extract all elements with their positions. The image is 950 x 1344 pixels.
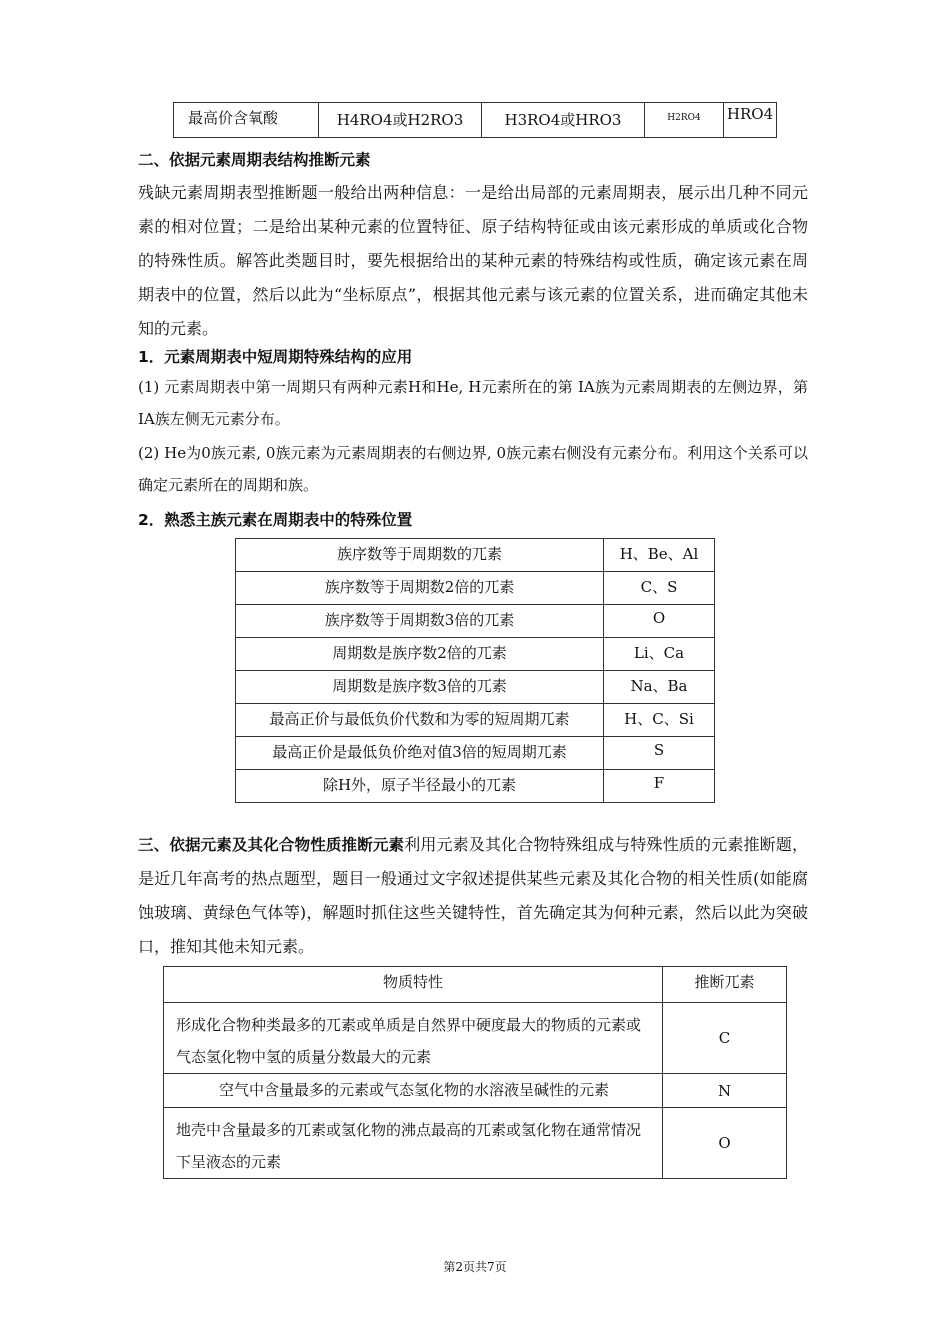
table-cell: 形成化合物种类最多的兀素或单质是自然界中硬度最大的物质的元素或气态氢化物中氢的质量分数最大的元素 — [164, 1003, 663, 1074]
table-header-cell: 推断兀素 — [663, 967, 787, 1003]
table-row — [236, 638, 715, 671]
list-item: (2) He为0族元素, 0族元素为元素周期表的右侧边界, 0族元素右侧没有元素分布。利用这个关系可以确定元素所在的周期和族。 — [138, 444, 808, 494]
table-cell: 周期数是族序数3倍的兀素 — [236, 671, 604, 704]
table-cell: S — [604, 737, 715, 770]
table-cell: Na、Ba — [604, 671, 715, 704]
paragraph: 残缺元素周期表型推断题一般给出两种信息：一是给出局部的元素周期表，展示出几种不同元素的相对位置；二是给出某种元素的位置特征、原子结构特征或由该元素形成的单质或化合物的特殊性质。解答此类题目时，要先根据给出的某种元素的特殊结构或性质，确定该元素在周期表中的位置，然后以此为“坐标原点”，根据其他元素与该元素的位置关系，进而确定其他未知的元素。 — [138, 183, 808, 338]
table-cell: H、C、Si — [604, 704, 715, 737]
table-header-cell: 物质特性 — [164, 967, 663, 1003]
table-cell: C、S — [604, 572, 715, 605]
paragraph: 利用元素及其化合物特殊组成与特殊性质的元素推断题，是近几年高考的热点题型，题目一般通过文字叙述提供某些元素及其化合物的相关性质(如能腐蚀玻璃、黄绿色气体等)，解题时抓住这些关键特性，首先确定其为何种元素，然后以此为突破口，推知其他未知元素。 — [138, 835, 808, 956]
table-cell: Li、Ca — [604, 638, 715, 671]
property-table — [163, 966, 787, 1179]
section-heading: 三、依据元素及其化合物性质推断元素 — [138, 836, 405, 854]
top-table-label: 最高价含氧酸 — [174, 103, 319, 138]
table-cell: 族序数等于周期数2倍的兀素 — [236, 572, 604, 605]
page-footer: 第2页共7页 — [443, 1260, 507, 1274]
table-row — [236, 704, 715, 737]
table-row — [164, 1108, 787, 1179]
top-acid-table — [173, 102, 777, 138]
subsection-heading: 1．元素周期表中短周期特殊结构的应用 — [138, 348, 413, 366]
table-row — [164, 1074, 787, 1108]
top-table-cell: H2RO4 — [645, 103, 724, 138]
top-table-cell: HRO4 — [724, 103, 777, 138]
table-cell: 空气中含量最多的元素或气态氢化物的水溶液呈碱性的元素 — [164, 1074, 663, 1108]
table-row — [236, 605, 715, 638]
table-row — [236, 737, 715, 770]
table-cell: 族序数等于周期数的兀素 — [236, 539, 604, 572]
table-row — [236, 572, 715, 605]
table-cell: O — [604, 605, 715, 638]
top-table-cell: H3RO4或HRO3 — [482, 103, 645, 138]
list-item: (1) 元素周期表中第一周期只有两种元素H和He, H元素所在的第 IA族为元素周期表的左侧边界，第IA族左侧无元素分布。 — [138, 378, 808, 428]
table-cell: 地壳中含量最多的兀素或氢化物的沸点最高的兀素或氢化物在通常情况下呈液态的元素 — [164, 1108, 663, 1179]
top-table-cell: H4RO4或H2RO3 — [319, 103, 482, 138]
table-cell: H、Be、Al — [604, 539, 715, 572]
table-cell: C — [663, 1003, 787, 1074]
table-row — [236, 770, 715, 803]
table-cell: 最高正价与最低负价代数和为零的短周期兀素 — [236, 704, 604, 737]
section3-paragraph — [138, 828, 808, 964]
table-row — [164, 1003, 787, 1074]
table-cell: F — [604, 770, 715, 803]
section-heading: 二、依据元素周期表结构推断元素 — [138, 151, 371, 169]
table-cell: O — [663, 1108, 787, 1179]
table-cell: N — [663, 1074, 787, 1108]
special-position-table — [235, 538, 715, 803]
table-cell: 除H外，原子半径最小的兀素 — [236, 770, 604, 803]
table-row — [236, 539, 715, 572]
table-cell: 最高正价是最低负价绝对值3倍的短周期兀素 — [236, 737, 604, 770]
table-cell: 族序数等于周期数3倍的兀素 — [236, 605, 604, 638]
table-row — [236, 671, 715, 704]
subsection-heading: 2．熟悉主族元素在周期表中的特殊位置 — [138, 511, 413, 529]
table-cell: 周期数是族序数2倍的兀素 — [236, 638, 604, 671]
